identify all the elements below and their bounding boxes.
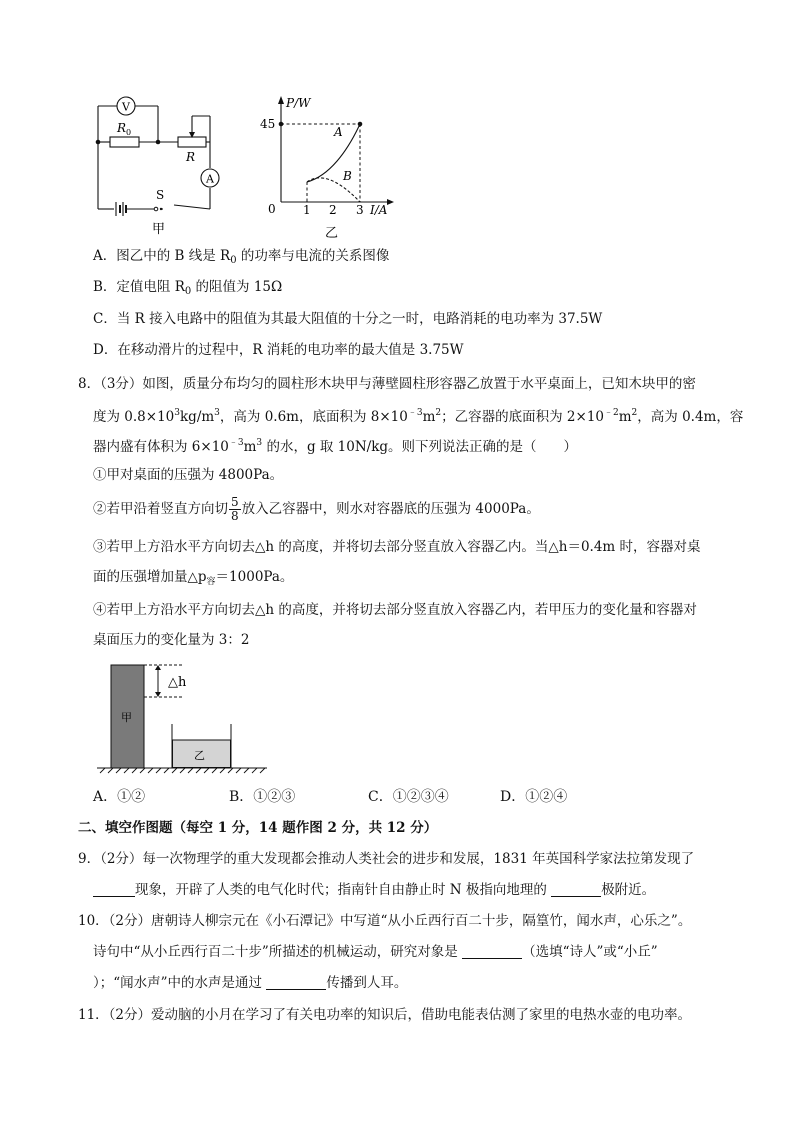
q9-blank-1[interactable] xyxy=(93,882,135,897)
q10-line2: 诗句中“从小丘西行百二十步”所描述的机械运动，研究对象是 （选填“诗人”或“小丘” xyxy=(93,944,658,960)
x-tick-3: 3 xyxy=(356,203,364,217)
fraction-5-8: $\frac{5}{8}$ xyxy=(231,495,239,523)
curve-a-label: A xyxy=(334,125,343,139)
x-tick-1: 1 xyxy=(303,203,311,217)
q7-option-b[interactable]: B．定值电阻 $R_0$ 的阻值为 15Ω xyxy=(93,279,283,297)
q10-blank-2[interactable] xyxy=(266,975,326,990)
q10-blank-1[interactable] xyxy=(462,944,522,959)
q8-option-a[interactable]: A．①② xyxy=(93,789,146,805)
block-jia-label: 甲 xyxy=(121,711,132,724)
curve-b-label: B xyxy=(343,169,352,183)
power-current-graph xyxy=(255,92,395,242)
q8-stem-line1: 8．（3分）如图，质量分布均匀的圆柱形木块甲与薄壁圆柱形容器乙放置于水平桌面上，已知木块甲的密 xyxy=(78,376,696,392)
q8-statement-3-line1: ③若甲上方沿水平方向切去△h 的高度，并将切去部分竖直放入容器乙内。当△h＝0.4m 时，容器对桌 xyxy=(93,539,701,555)
x-tick-2: 2 xyxy=(329,203,337,217)
q8-statement-4-line1: ④若甲上方沿水平方向切去△h 的高度，并将切去部分竖直放入容器乙内，若甲压力的变化量和容器对 xyxy=(93,602,697,618)
q8-option-c[interactable]: C．①②③④ xyxy=(368,789,449,805)
q7-option-a[interactable]: A．图乙中的 B 线是 $R_0$ 的功率与电流的关系图像 xyxy=(93,248,390,266)
q8-statement-3-line2: 面的压强增加量$\triangle p_容=1000Pa$。 xyxy=(93,569,294,587)
y-tick-45: 45 xyxy=(260,117,276,131)
q7-option-c[interactable]: C．当 R 接入电路中的阻值为其最大阻值的十分之一时，电路消耗的电功率为 37.5W xyxy=(93,311,603,327)
graph-caption: 乙 xyxy=(325,226,339,241)
section-2-title: 二、填空作图题（每空 1 分，14 题作图 2 分，共 12 分） xyxy=(78,820,438,836)
x-axis-label: I/A xyxy=(370,203,388,217)
blocks-diagram xyxy=(92,660,272,775)
q8-statement-1: ①甲对桌面的压强为 4800Pa。 xyxy=(93,467,284,483)
switch-label: S xyxy=(156,188,165,202)
q8-statement-2: ②若甲沿着竖直方向切 $\frac{5}{8}$ 放入乙容器中，则水对容器底的压强为 4000Pa。 xyxy=(93,495,540,523)
container-yi-label: 乙 xyxy=(194,749,205,762)
circuit-diagram xyxy=(90,92,230,237)
r0-label: $R_0$ xyxy=(117,121,132,137)
q8-stem-line2: 度为 $0.8\times 10^3kg/m^3$，高为 0.6m，底面积为 $8\times 10^{﹣3}m^2$；乙容器的底面积为 $2\times 10^{﹣2}m^2$，高为 0.4m，容 xyxy=(93,408,744,425)
q9-blank-2[interactable] xyxy=(551,882,601,897)
q9-line1: 9．（2分）每一次物理学的重大发现都会推动人类社会的进步和发展，1831 年英国科学家法拉第发现了 xyxy=(78,851,695,867)
r-label: R xyxy=(186,150,196,164)
circuit-caption: 甲 xyxy=(152,222,166,237)
q10-line1: 10．（2分）唐朝诗人柳宗元在《小石潭记》中写道“从小丘西行百二十步，隔篁竹，闻水声，心乐之”。 xyxy=(78,913,692,929)
q10-line3: ）；“闻水声”中的水声是通过 传播到人耳。 xyxy=(93,975,408,991)
q8-stem-line3: 器内盛有体积为 $6\times 10^{﹣3}m^3$ 的水，g 取 10N/kg。则下列说法正确的是（ ） xyxy=(93,438,578,455)
q8-option-b[interactable]: B．①②③ xyxy=(229,789,296,805)
q9-line2: 现象，开辟了人类的电气化时代；指南针自由静止时 N 极指向地理的 极附近。 xyxy=(93,880,655,900)
voltmeter-label: V xyxy=(122,100,130,114)
r0-resistor xyxy=(110,137,139,147)
ammeter-label: A xyxy=(206,172,214,186)
r-resistor xyxy=(178,137,206,147)
origin-label: 0 xyxy=(268,202,276,216)
q8-statement-4-line2: 桌面压力的变化量为 3：2 xyxy=(93,632,250,648)
curve-b xyxy=(307,178,360,202)
q11-line1: 11．（2分）爱动脑的小月在学习了有关电功率的知识后，借助电能表估测了家里的电热水壶的电功率。 xyxy=(78,1007,692,1023)
y-axis-label: P/W xyxy=(286,96,311,110)
q8-option-d[interactable]: D．①②④ xyxy=(500,789,568,805)
delta-h-label: △h xyxy=(168,675,187,690)
q7-option-d[interactable]: D．在移动滑片的过程中，R 消耗的电功率的最大值是 3.75W xyxy=(93,342,464,358)
